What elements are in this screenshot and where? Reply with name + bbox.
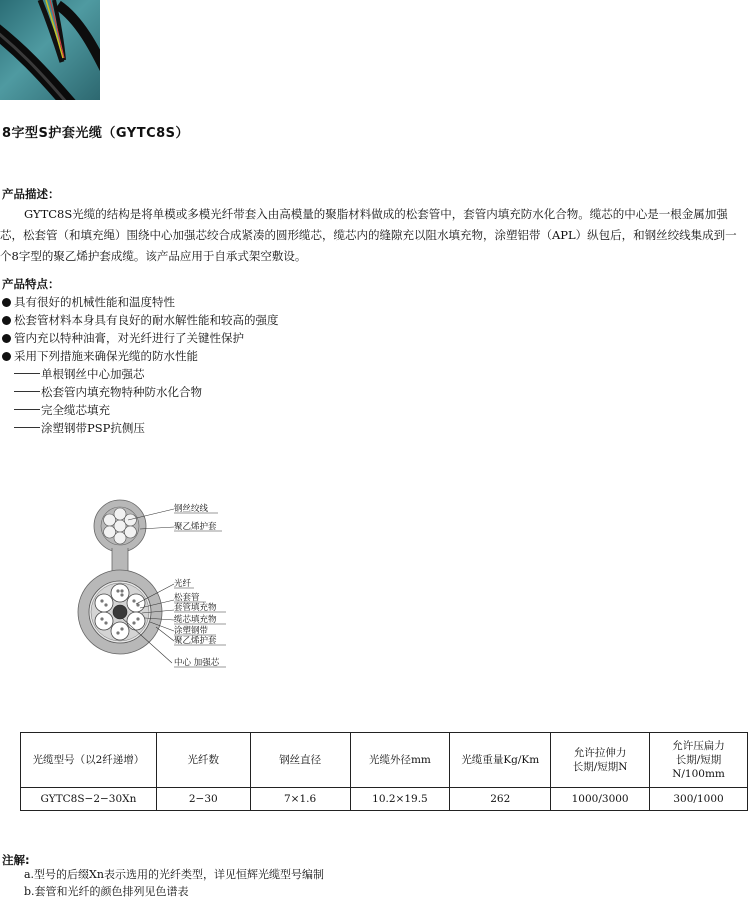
table-cell: GYTC8S−2−30Xn — [21, 788, 157, 811]
note-item: a.型号的后缀Xn表示选用的光纤类型，详见恒辉光缆型号编制 — [24, 868, 324, 881]
feature-item: 松套管材料本身具有良好的耐水解性能和较高的强度 — [2, 311, 279, 329]
table-row — [21, 788, 748, 811]
features-heading: 产品特点： — [2, 277, 60, 291]
central-strength-member — [113, 605, 127, 619]
notes-heading: 注解: — [2, 853, 30, 867]
feature-item: 管内充以特种油膏，对光纤进行了关键性保护 — [2, 329, 244, 347]
label-loose-tube: 松套管 — [174, 593, 200, 603]
cable-photo-illustration — [0, 0, 100, 100]
table-cell: 262 — [450, 788, 551, 811]
bullet-icon — [2, 298, 11, 307]
dash-icon — [14, 427, 40, 428]
table-cell: 10.2×19.5 — [350, 788, 450, 811]
table-header-cell: 允许拉伸力 长期/短期N — [551, 733, 650, 788]
note-item: b.套管和光纤的颜色排列见色谱表 — [24, 885, 189, 898]
table-cell: 300/1000 — [650, 788, 748, 811]
label-steel-strand: 钢丝绞线 — [174, 504, 209, 514]
sub-feature-item: 松套管内填充物特种防水化合物 — [2, 383, 202, 401]
spec-table — [20, 732, 748, 811]
sub-feature-item: 完全缆芯填充 — [2, 401, 110, 419]
dash-icon — [14, 409, 40, 410]
feature-item: 具有很好的机械性能和温度特性 — [2, 293, 175, 311]
dash-icon — [14, 391, 40, 392]
table-header-cell: 允许压扁力 长期/短期 N/100mm — [650, 733, 748, 788]
label-core-filler: 缆芯填充物 — [174, 615, 217, 625]
feature-item: 采用下列措施来确保光缆的防水性能 — [2, 347, 198, 365]
label-messenger-sheath: 聚乙烯护套 — [174, 522, 217, 532]
table-cell: 2−30 — [156, 788, 250, 811]
table-header-cell: 光缆型号（以2纤递增） — [21, 733, 157, 788]
table-header-cell: 光缆外径mm — [350, 733, 450, 788]
label-outer-sheath: 聚乙烯护套 — [174, 636, 217, 646]
label-tube-filler: 套管填充物 — [174, 603, 217, 613]
dash-icon — [14, 373, 40, 374]
cable-cross-section-diagram — [70, 496, 270, 676]
table-header-cell: 钢丝直径 — [250, 733, 350, 788]
sub-feature-item: 涂塑钢带PSP抗侧压 — [2, 419, 145, 437]
page-title: 8字型S护套光缆（GYTC8S） — [2, 126, 190, 141]
label-fiber: 光纤 — [174, 579, 192, 589]
table-header-cell: 光纤数 — [156, 733, 250, 788]
label-steel-tape: 涂塑钢带 — [174, 626, 209, 636]
description-heading: 产品描述： — [2, 187, 60, 201]
label-central-member: 中心 加强芯 — [174, 658, 220, 668]
sub-feature-item: 单根钢丝中心加强芯 — [2, 365, 145, 383]
product-photo — [0, 0, 100, 100]
bullet-icon — [2, 334, 11, 343]
bullet-icon — [2, 352, 11, 361]
product-description: GYTC8S光缆的结构是将单模或多模光纤带套入由高模量的聚脂材料做成的松套管中，套管内填充防水化合物。缆芯的中心是一根金属加强芯，松套管（和填充绳）围绕中心加强芯绞合成紧凑的圆形缆芯，缆芯内的缝隙充以阻水填充物，涂塑铝带（APL）纵包后，和钢丝绞线集成到一个8字型的聚乙烯护套成缆。该产品应用于自承式架空敷设。 — [0, 207, 737, 263]
table-header-row — [21, 733, 748, 788]
table-header-cell: 光缆重量Kg/Km — [450, 733, 551, 788]
table-cell: 1000/3000 — [551, 788, 650, 811]
table-cell: 7×1.6 — [250, 788, 350, 811]
bullet-icon — [2, 316, 11, 325]
